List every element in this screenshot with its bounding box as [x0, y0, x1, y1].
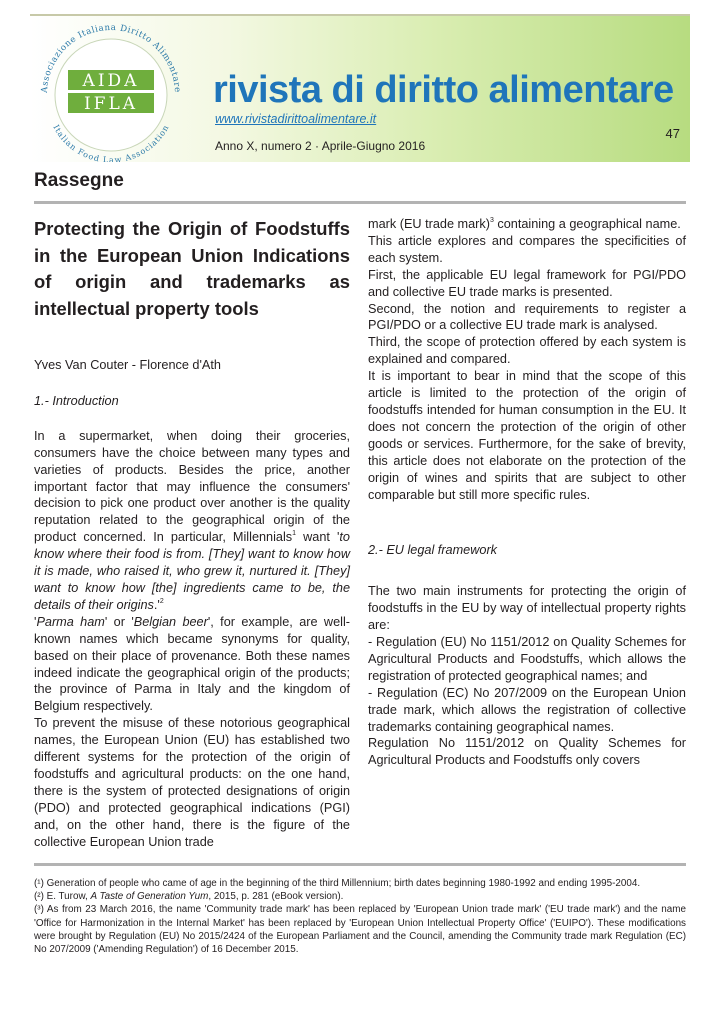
right-paragraph-1: mark (EU trade mark)$^3$ containing a geographical name. [368, 217, 681, 231]
right-column [368, 216, 686, 769]
legal-paragraph-2: - Regulation (EU) No 1151/2012 on Quality Schemes for Agricultural Products and Foodstuffs, which allows the registration of protected geographical names; and [368, 635, 686, 683]
logo-ring-bottom: Italian Food Law Association [51, 123, 171, 162]
intro-heading: 1.- Introduction [34, 393, 119, 408]
right-paragraph-6: It is important to bear in mind that the scope of this article is limited to the protection of the origin of foodstuffs intended for human consumption in the EU. It does not concern the protection of the origin of other goods or services. Furthermore, for the sake of brevity, this article does not elaborate on the protection of the origin of wines and spirits that are subject to other comparable but still more specific rules. [368, 369, 686, 502]
right-paragraph-5: Third, the scope of protection offered by each system is explained and compared. [368, 335, 686, 367]
section-title: Rassegne [34, 170, 124, 191]
footnotes [34, 877, 686, 956]
page-number: 47 [665, 126, 680, 141]
section-divider [34, 201, 686, 204]
footnote-divider [34, 863, 686, 866]
journal-header [30, 14, 690, 162]
right-paragraph-3: First, the applicable EU legal framework for PGI/PDO and collective EU trade marks is presented. [368, 267, 686, 299]
footnote-3: (³) As from 23 March 2016, the name 'Community trade mark' has been replaced by 'European Union trade mark' ('EU trade mark') and the name 'Office for Harmonization in the Internal Market' has been replaced by 'European Union Intellectual Property Office' ('EUIPO'). These modifications were brought by Regulation (EU) No 2015/2424 of the European Parliament and the Council, amending the Community trade mark Regulation (EC) No 207/2009 ('Amending Regulation') of 16 December 2015. [34, 904, 686, 956]
intro-paragraph-2: 'Parma ham' or 'Belgian beer', for example, are well-known names which became synonyms for quality, based on their place of provenance. Both these names indeed indicate the geographical origin of the products; the province of Parma in Italy and the kingdom of Belgium respectively. [34, 614, 350, 714]
right-paragraph-2: This article explores and compares the specificities of each system. [368, 233, 686, 265]
footnote-ref-3[interactable]: 3 [489, 217, 494, 224]
legal-paragraph-1: The two main instruments for protecting the origin of foodstuffs in the EU by way of intellectual property rights are: [368, 584, 686, 633]
footnote-ref-2[interactable]: 2 [159, 597, 164, 605]
issue-info: Anno X, numero 2 · Aprile-Giugno 2016 [215, 139, 426, 153]
legal-paragraph-4: Regulation No 1151/2012 on Quality Schemes for Agricultural Products and Foodstuffs only covers [368, 736, 686, 768]
article-title: Protecting the Origin of Foodstuffs in the European Union Indications of origin and trademarks as intellectual property tools [34, 218, 350, 319]
logo-ring-top: Associazione Italiana Diritto Alimentare [39, 22, 183, 94]
legal-paragraph-3: - Regulation (EC) No 207/2009 on the European Union trade mark, which allows the registration of collective trademarks containing geographical names. [368, 685, 686, 734]
logo-aida-text: AIDA [82, 71, 140, 91]
logo-ifla-text: IFLA [83, 94, 139, 114]
intro-paragraph-1: In a supermarket, when doing their groceries, consumers have the choice between many types and varieties of products. Besides the price, another important factor that may influence the consumers' decision to pick one product over another is the quality reputation related to the geographical origin of the product concerned. In particular, Millennials$^1$ want 'to know where their food is from. [They] want to know how it is made, who raised it, who grew it, nurtured it. [They] want to know how [the] ingredients came to be, the details of their $origins.'^2$ [34, 428, 350, 612]
footnote-2: (²) E. Turow, A Taste of Generation Yum, 2015, p. 281 (eBook version). [34, 891, 344, 903]
footnote-ref-1[interactable]: 1 [292, 530, 297, 538]
millennials-quote: to know where their food is from. [They] want to know how it is made, who raised it, who grew it, nurtured it. [They] want to know how [the] ingredients came to be, the details of their origins [34, 530, 350, 612]
magazine-url[interactable]: www.rivistadirittoalimentare.it [215, 112, 377, 126]
magazine-title: rivista di diritto alimentare [213, 69, 674, 111]
intro-paragraph-3: To prevent the misuse of these notorious geographical names, the European Union (EU) has established two different systems for the protection of the origin of foodstuffs and agricultural products: on the one hand, there is the system of protected designations of origin (PDO) and protected geographical indications (PGI) and, on the other hand, there is the figure of the collective European Union trade [34, 716, 350, 849]
legal-framework-heading: 2.- EU legal framework [368, 543, 498, 558]
right-paragraph-4: Second, the notion and requirements to register a PGI/PDO or a collective EU trade mark is analysed. [368, 301, 686, 333]
article-authors: Yves Van Couter - Florence d'Ath [34, 358, 221, 372]
left-column [34, 216, 350, 850]
aida-ifla-logo [30, 16, 190, 162]
footnote-1: (¹) Generation of people who came of age in the beginning of the third Millennium; birth dates beginning 1980-1992 and ending 1995-2004. [34, 878, 641, 889]
